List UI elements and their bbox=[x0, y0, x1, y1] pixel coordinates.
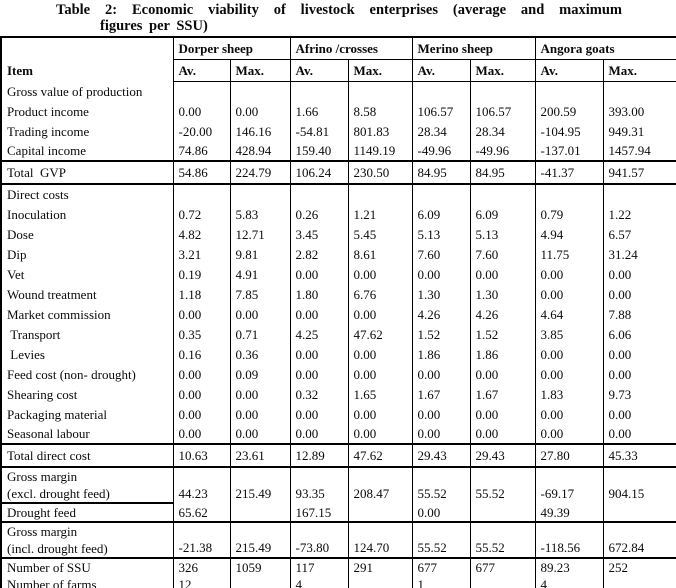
value-cell: 0.00 bbox=[173, 101, 230, 121]
value-cell: 9.81 bbox=[230, 244, 290, 264]
value-cell: 0.00 bbox=[290, 304, 348, 324]
subheader-av: Av. bbox=[535, 59, 603, 81]
row-total-gvp bbox=[1, 161, 676, 184]
row-label: Vet bbox=[7, 266, 25, 282]
row-feed-cost-non-drought bbox=[1, 364, 676, 384]
value-cell: 117 4 bbox=[290, 558, 348, 588]
value-cell: 215.49 bbox=[230, 467, 290, 503]
row-packaging-material bbox=[1, 404, 676, 424]
row-label: Direct costs bbox=[7, 187, 69, 202]
row-direct-costs bbox=[1, 184, 676, 204]
value-cell: 0.00 bbox=[535, 284, 603, 304]
value-cell: 1.52 bbox=[412, 324, 470, 344]
value-cell bbox=[603, 184, 676, 204]
group-header-angora-goats: Angora goats bbox=[535, 37, 676, 59]
value-cell: 106.57 bbox=[412, 101, 470, 121]
value-cell: 6.57 bbox=[603, 224, 676, 244]
value-cell: 4.26 bbox=[470, 304, 535, 324]
value-cell: 0.00 bbox=[603, 264, 676, 284]
value-cell: 801.83 bbox=[348, 121, 412, 141]
value-cell bbox=[470, 184, 535, 204]
value-cell: 4.64 bbox=[535, 304, 603, 324]
value-cell: 0.00 bbox=[535, 344, 603, 364]
value-cell: 1149.19 bbox=[348, 141, 412, 161]
value-cell: 672.84 bbox=[603, 522, 676, 558]
value-cell bbox=[470, 81, 535, 101]
value-cell: 12.89 bbox=[290, 444, 348, 467]
value-cell: 0.00 bbox=[230, 384, 290, 404]
value-cell: 0.00 bbox=[173, 304, 230, 324]
value-cell: 47.62 bbox=[348, 444, 412, 467]
table-body bbox=[1, 81, 676, 588]
value-cell: 393.00 bbox=[603, 101, 676, 121]
row-levies bbox=[1, 344, 676, 364]
value-cell: -49.96 bbox=[412, 141, 470, 161]
row-label: Transport bbox=[7, 326, 61, 342]
row-label: Gross value of production bbox=[7, 83, 143, 99]
value-cell: 677 bbox=[470, 558, 535, 588]
row-market-commission bbox=[1, 304, 676, 324]
row-transport bbox=[1, 324, 676, 344]
value-cell: 23.61 bbox=[230, 444, 290, 467]
value-cell: -41.37 bbox=[535, 161, 603, 184]
row-label: Inoculation bbox=[7, 206, 67, 222]
value-cell: 326 12 bbox=[173, 558, 230, 588]
economic-viability-table bbox=[0, 36, 676, 588]
row-number-of-ssu bbox=[1, 558, 676, 588]
row-inoculation bbox=[1, 204, 676, 224]
value-cell: 7.85 bbox=[230, 284, 290, 304]
value-cell: 1.67 bbox=[412, 384, 470, 404]
value-cell: 904.15 bbox=[603, 467, 676, 503]
value-cell: 4.91 bbox=[230, 264, 290, 284]
value-cell: 9.73 bbox=[603, 384, 676, 404]
value-cell: 1.86 bbox=[412, 344, 470, 364]
value-cell: 1.22 bbox=[603, 204, 676, 224]
row-label: Packaging material bbox=[7, 406, 107, 422]
value-cell: 4.82 bbox=[173, 224, 230, 244]
value-cell: 0.71 bbox=[230, 324, 290, 344]
value-cell: 0.00 bbox=[535, 364, 603, 384]
value-cell: 55.52 bbox=[412, 467, 470, 503]
value-cell: 31.24 bbox=[603, 244, 676, 264]
value-cell: 0.00 bbox=[603, 424, 676, 444]
value-cell: 89.23 4 bbox=[535, 558, 603, 588]
value-cell: 0.00 bbox=[173, 364, 230, 384]
row-gross-value-of-production bbox=[1, 81, 676, 101]
row-shearing-cost bbox=[1, 384, 676, 404]
value-cell: 0.00 bbox=[412, 503, 470, 522]
value-cell: 224.79 bbox=[230, 161, 290, 184]
group-header-afrino-crosses: Afrino /crosses bbox=[290, 37, 412, 59]
table-head bbox=[1, 37, 676, 81]
value-cell: 5.13 bbox=[412, 224, 470, 244]
value-cell: 0.00 bbox=[412, 424, 470, 444]
value-cell: -21.38 bbox=[173, 522, 230, 558]
row-dose bbox=[1, 224, 676, 244]
row-label: Dip bbox=[7, 246, 27, 262]
row-label: Drought feed bbox=[1, 503, 173, 522]
value-cell: 0.00 bbox=[348, 264, 412, 284]
value-cell: 8.58 bbox=[348, 101, 412, 121]
value-cell: -73.80 bbox=[290, 522, 348, 558]
value-cell: 0.00 bbox=[603, 344, 676, 364]
value-cell: 0.00 bbox=[173, 404, 230, 424]
row-label: Feed cost (non- drought) bbox=[7, 366, 136, 382]
value-cell: 0.00 bbox=[348, 304, 412, 324]
value-cell: 8.61 bbox=[348, 244, 412, 264]
table-title-line2: figures per SSU) bbox=[100, 18, 208, 34]
value-cell bbox=[290, 81, 348, 101]
row-capital-income bbox=[1, 141, 676, 161]
value-cell: 7.60 bbox=[470, 244, 535, 264]
subheader-av: Av. bbox=[412, 59, 470, 81]
value-cell bbox=[173, 81, 230, 101]
subheader-max: Max. bbox=[348, 59, 412, 81]
value-cell: -69.17 bbox=[535, 467, 603, 503]
value-cell: 0.00 bbox=[603, 284, 676, 304]
value-cell: 5.83 bbox=[230, 204, 290, 224]
value-cell: 49.39 bbox=[535, 503, 603, 522]
row-label: Gross margin (incl. drought feed) bbox=[1, 522, 173, 558]
value-cell: 0.00 bbox=[173, 424, 230, 444]
value-cell: 1.65 bbox=[348, 384, 412, 404]
value-cell: 3.45 bbox=[290, 224, 348, 244]
value-cell: -54.81 bbox=[290, 121, 348, 141]
value-cell: 0.00 bbox=[535, 404, 603, 424]
value-cell: 677 1 bbox=[412, 558, 470, 588]
row-label: Levies bbox=[7, 346, 45, 362]
value-cell: 74.86 bbox=[173, 141, 230, 161]
value-cell: 200.59 bbox=[535, 101, 603, 121]
value-cell: 6.76 bbox=[348, 284, 412, 304]
value-cell: 3.85 bbox=[535, 324, 603, 344]
value-cell: 0.35 bbox=[173, 324, 230, 344]
row-label: Shearing cost bbox=[7, 386, 78, 402]
value-cell: 0.00 bbox=[230, 424, 290, 444]
value-cell bbox=[290, 184, 348, 204]
value-cell bbox=[535, 184, 603, 204]
value-cell: 7.88 bbox=[603, 304, 676, 324]
value-cell: 0.00 bbox=[173, 384, 230, 404]
value-cell: 0.32 bbox=[290, 384, 348, 404]
row-vet bbox=[1, 264, 676, 284]
value-cell: 93.35 bbox=[290, 467, 348, 503]
row-label: Trading income bbox=[7, 123, 90, 139]
value-cell: 55.52 bbox=[470, 467, 535, 503]
value-cell: 6.09 bbox=[470, 204, 535, 224]
row-product-income bbox=[1, 101, 676, 121]
table-title-line1: Table 2: Economic viability of livestock enterprises (average and maximum bbox=[56, 2, 622, 18]
value-cell: 0.00 bbox=[412, 364, 470, 384]
value-cell: 12.71 bbox=[230, 224, 290, 244]
row-gross-margin bbox=[1, 522, 676, 558]
value-cell: -137.01 bbox=[535, 141, 603, 161]
value-cell: 208.47 bbox=[348, 467, 412, 503]
value-cell: -20.00 bbox=[173, 121, 230, 141]
value-cell: 230.50 bbox=[348, 161, 412, 184]
value-cell bbox=[230, 503, 290, 522]
item-header-cell: Item bbox=[7, 63, 33, 78]
value-cell: 84.95 bbox=[470, 161, 535, 184]
value-cell: 2.82 bbox=[290, 244, 348, 264]
group-header-row bbox=[1, 37, 676, 59]
value-cell bbox=[603, 81, 676, 101]
value-cell: 1.80 bbox=[290, 284, 348, 304]
value-cell: 0.00 bbox=[290, 264, 348, 284]
value-cell: 1.52 bbox=[470, 324, 535, 344]
value-cell: 0.00 bbox=[412, 264, 470, 284]
value-cell: 252 bbox=[603, 558, 676, 588]
value-cell: 1.30 bbox=[412, 284, 470, 304]
value-cell: 54.86 bbox=[173, 161, 230, 184]
value-cell: 167.15 bbox=[290, 503, 348, 522]
value-cell: 1.21 bbox=[348, 204, 412, 224]
value-cell: 0.00 bbox=[230, 404, 290, 424]
value-cell: 5.13 bbox=[470, 224, 535, 244]
value-cell: 4.25 bbox=[290, 324, 348, 344]
value-cell bbox=[470, 503, 535, 522]
value-cell: 941.57 bbox=[603, 161, 676, 184]
value-cell: 0.00 bbox=[290, 364, 348, 384]
value-cell: 0.00 bbox=[348, 424, 412, 444]
value-cell: 65.62 bbox=[173, 503, 230, 522]
value-cell bbox=[348, 184, 412, 204]
subheader-max: Max. bbox=[230, 59, 290, 81]
row-label: Total GVP bbox=[1, 161, 173, 184]
row-label: Capital income bbox=[7, 143, 87, 158]
subheader-av: Av. bbox=[173, 59, 230, 81]
value-cell bbox=[230, 81, 290, 101]
subheader-av: Av. bbox=[290, 59, 348, 81]
row-label: Market commission bbox=[7, 306, 111, 322]
row-dip bbox=[1, 244, 676, 264]
value-cell: 44.23 bbox=[173, 467, 230, 503]
value-cell: 0.00 bbox=[230, 304, 290, 324]
value-cell: 106.57 bbox=[470, 101, 535, 121]
value-cell: 0.00 bbox=[470, 264, 535, 284]
value-cell: 0.00 bbox=[470, 404, 535, 424]
value-cell: 1.86 bbox=[470, 344, 535, 364]
value-cell: 0.00 bbox=[290, 404, 348, 424]
row-label: Gross margin (excl. drought feed) bbox=[1, 467, 173, 503]
value-cell bbox=[412, 184, 470, 204]
row-wound-treatment bbox=[1, 284, 676, 304]
row-label: Total direct cost bbox=[1, 444, 173, 467]
value-cell bbox=[603, 503, 676, 522]
value-cell: 0.00 bbox=[348, 344, 412, 364]
value-cell: 0.09 bbox=[230, 364, 290, 384]
value-cell: 1.18 bbox=[173, 284, 230, 304]
group-header-merino-sheep: Merino sheep bbox=[412, 37, 535, 59]
value-cell bbox=[230, 184, 290, 204]
value-cell: -118.56 bbox=[535, 522, 603, 558]
value-cell: 27.80 bbox=[535, 444, 603, 467]
value-cell: 0.16 bbox=[173, 344, 230, 364]
value-cell: 0.72 bbox=[173, 204, 230, 224]
value-cell: 10.63 bbox=[173, 444, 230, 467]
row-label: Number of SSU Number of farms bbox=[7, 560, 97, 588]
value-cell: 1.66 bbox=[290, 101, 348, 121]
row-trading-income bbox=[1, 121, 676, 141]
value-cell: 0.00 bbox=[535, 264, 603, 284]
value-cell: 29.43 bbox=[412, 444, 470, 467]
value-cell: 4.26 bbox=[412, 304, 470, 324]
value-cell: 146.16 bbox=[230, 121, 290, 141]
row-seasonal-labour bbox=[1, 424, 676, 444]
value-cell: -104.95 bbox=[535, 121, 603, 141]
value-cell: 29.43 bbox=[470, 444, 535, 467]
row-label: Wound treatment bbox=[7, 286, 97, 302]
value-cell bbox=[412, 81, 470, 101]
row-label: Dose bbox=[7, 226, 34, 242]
value-cell: 428.94 bbox=[230, 141, 290, 161]
value-cell: -49.96 bbox=[470, 141, 535, 161]
value-cell: 84.95 bbox=[412, 161, 470, 184]
value-cell: 949.31 bbox=[603, 121, 676, 141]
value-cell bbox=[535, 81, 603, 101]
value-cell: 45.33 bbox=[603, 444, 676, 467]
subheader-max: Max. bbox=[603, 59, 676, 81]
value-cell: 0.00 bbox=[348, 364, 412, 384]
value-cell: 1.83 bbox=[535, 384, 603, 404]
group-header-dorper-sheep: Dorper sheep bbox=[173, 37, 290, 59]
value-cell: 3.21 bbox=[173, 244, 230, 264]
value-cell: 215.49 bbox=[230, 522, 290, 558]
value-cell: 0.00 bbox=[348, 404, 412, 424]
subheader-max: Max. bbox=[470, 59, 535, 81]
value-cell: 4.94 bbox=[535, 224, 603, 244]
value-cell: 5.45 bbox=[348, 224, 412, 244]
value-cell: 1059 bbox=[230, 558, 290, 588]
value-cell: 55.52 bbox=[412, 522, 470, 558]
value-cell: 0.00 bbox=[535, 424, 603, 444]
value-cell: 0.19 bbox=[173, 264, 230, 284]
value-cell: 0.00 bbox=[603, 364, 676, 384]
row-gross-margin bbox=[1, 467, 676, 503]
row-label: Seasonal labour bbox=[7, 426, 90, 441]
value-cell: 0.00 bbox=[603, 404, 676, 424]
value-cell: 0.00 bbox=[230, 101, 290, 121]
value-cell: 0.26 bbox=[290, 204, 348, 224]
value-cell: 0.00 bbox=[412, 404, 470, 424]
value-cell: 1.30 bbox=[470, 284, 535, 304]
row-label: Product income bbox=[7, 103, 89, 119]
value-cell: 291 bbox=[348, 558, 412, 588]
value-cell: 28.34 bbox=[470, 121, 535, 141]
value-cell bbox=[348, 503, 412, 522]
value-cell: 0.00 bbox=[290, 344, 348, 364]
table-title bbox=[0, 0, 676, 36]
value-cell: 0.00 bbox=[470, 364, 535, 384]
value-cell: 0.00 bbox=[290, 424, 348, 444]
value-cell: 11.75 bbox=[535, 244, 603, 264]
value-cell: 0.36 bbox=[230, 344, 290, 364]
value-cell: 124.70 bbox=[348, 522, 412, 558]
value-cell: 55.52 bbox=[470, 522, 535, 558]
value-cell bbox=[173, 184, 230, 204]
value-cell: 47.62 bbox=[348, 324, 412, 344]
value-cell: 0.00 bbox=[470, 424, 535, 444]
value-cell: 28.34 bbox=[412, 121, 470, 141]
row-drought-feed bbox=[1, 503, 676, 522]
row-total-direct-cost bbox=[1, 444, 676, 467]
value-cell: 159.40 bbox=[290, 141, 348, 161]
value-cell: 6.06 bbox=[603, 324, 676, 344]
value-cell: 1.67 bbox=[470, 384, 535, 404]
value-cell bbox=[348, 81, 412, 101]
value-cell: 0.79 bbox=[535, 204, 603, 224]
value-cell: 106.24 bbox=[290, 161, 348, 184]
value-cell: 6.09 bbox=[412, 204, 470, 224]
value-cell: 1457.94 bbox=[603, 141, 676, 161]
value-cell: 7.60 bbox=[412, 244, 470, 264]
